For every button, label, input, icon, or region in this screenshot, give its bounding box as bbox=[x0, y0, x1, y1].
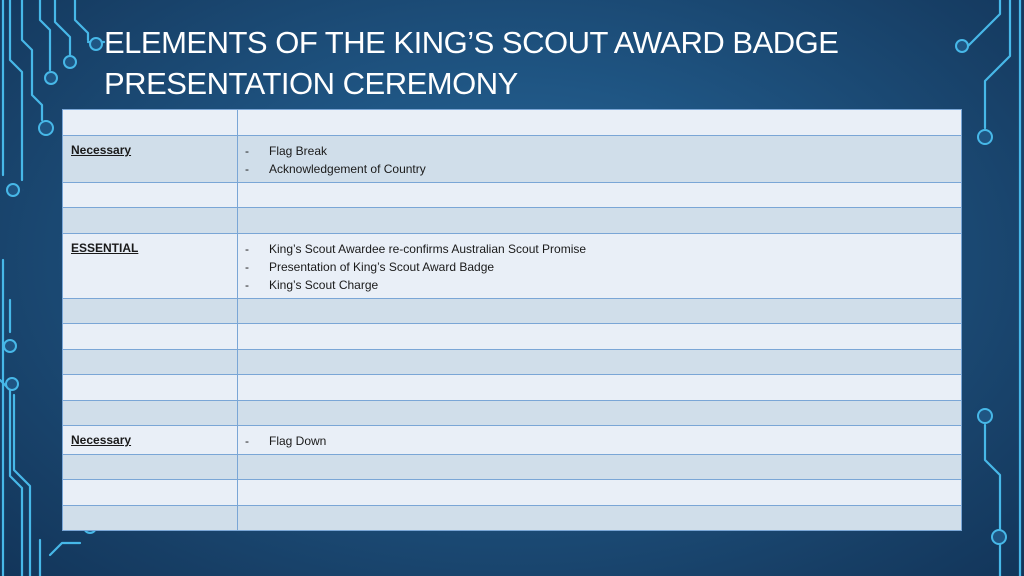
items-cell bbox=[238, 350, 962, 375]
table-row bbox=[63, 480, 962, 506]
category-cell bbox=[63, 324, 238, 350]
category-cell bbox=[63, 426, 238, 455]
list-item: - Acknowledgement of Country bbox=[245, 160, 961, 178]
items-cell bbox=[238, 208, 962, 234]
items-cell bbox=[238, 506, 962, 531]
category-cell bbox=[63, 480, 238, 506]
items-cell bbox=[238, 401, 962, 426]
category-cell bbox=[63, 183, 238, 208]
items-cell bbox=[238, 426, 962, 455]
category-cell bbox=[63, 234, 238, 299]
item-list bbox=[238, 136, 961, 182]
category-cell bbox=[63, 455, 238, 480]
items-cell bbox=[238, 183, 962, 208]
items-cell bbox=[238, 324, 962, 350]
table-row bbox=[63, 208, 962, 234]
category-cell bbox=[63, 401, 238, 426]
table-row bbox=[63, 183, 962, 208]
page-title-line-2: PRESENTATION CEREMONY bbox=[104, 66, 518, 101]
list-item: - Presentation of King’s Scout Award Badge bbox=[245, 258, 961, 276]
items-cell bbox=[238, 455, 962, 480]
list-item: - King’s Scout Charge bbox=[245, 276, 961, 294]
table-row bbox=[63, 110, 962, 136]
table-row bbox=[63, 506, 962, 531]
items-cell bbox=[238, 136, 962, 183]
page-title bbox=[104, 22, 964, 104]
category-cell bbox=[63, 136, 238, 183]
items-cell bbox=[238, 234, 962, 299]
items-cell bbox=[238, 299, 962, 324]
items-cell bbox=[238, 480, 962, 506]
table-row bbox=[63, 136, 962, 183]
list-item: - Flag Down bbox=[245, 432, 961, 450]
category-cell bbox=[63, 299, 238, 324]
category-cell bbox=[63, 375, 238, 401]
table-row bbox=[63, 299, 962, 324]
table-row bbox=[63, 401, 962, 426]
table-row bbox=[63, 234, 962, 299]
item-list bbox=[238, 234, 961, 298]
item-list bbox=[238, 426, 961, 454]
category-cell bbox=[63, 350, 238, 375]
category-cell bbox=[63, 506, 238, 531]
items-cell bbox=[238, 375, 962, 401]
list-item: - Flag Break bbox=[245, 142, 961, 160]
category-cell bbox=[63, 110, 238, 136]
page-title-line-1: ELEMENTS OF THE KING’S SCOUT AWARD BADGE bbox=[104, 25, 839, 60]
list-item: - King’s Scout Awardee re-confirms Australian Scout Promise bbox=[245, 240, 961, 258]
table-row bbox=[63, 324, 962, 350]
table-row bbox=[63, 350, 962, 375]
category-cell bbox=[63, 208, 238, 234]
items-cell bbox=[238, 110, 962, 136]
ceremony-elements-table bbox=[62, 109, 962, 531]
table-row bbox=[63, 455, 962, 480]
category-label: Necessary bbox=[71, 433, 132, 447]
category-label: ESSENTIAL bbox=[71, 241, 139, 255]
table-row bbox=[63, 375, 962, 401]
category-label: Necessary bbox=[71, 143, 132, 157]
table-row bbox=[63, 426, 962, 455]
